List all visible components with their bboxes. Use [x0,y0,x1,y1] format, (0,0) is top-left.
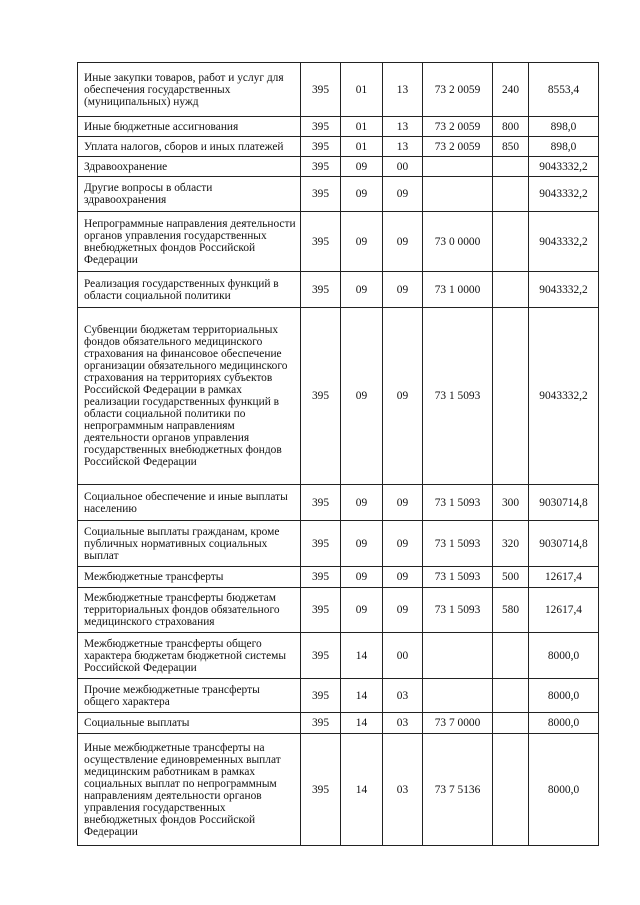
row-ved: 395 [301,679,341,713]
row-sum: 8000,0 [529,713,599,734]
row-ved: 395 [301,117,341,137]
row-csr: 73 1 0000 [423,272,493,308]
row-pr: 09 [383,272,423,308]
row-vr [493,272,529,308]
row-vr [493,177,529,212]
row-ved: 395 [301,212,341,272]
row-rz: 09 [341,272,383,308]
row-name: Прочие межбюджетные трансферты общего характера [78,679,301,713]
row-ved: 395 [301,485,341,521]
row-rz: 14 [341,734,383,846]
row-name: Межбюджетные трансферты бюджетам территориальных фондов обязательного медицинского страхования [78,588,301,633]
row-sum: 9043332,2 [529,272,599,308]
row-pr: 09 [383,588,423,633]
row-csr [423,679,493,713]
row-rz: 14 [341,633,383,679]
row-sum: 9043332,2 [529,177,599,212]
row-name: Иные межбюджетные трансферты на осуществление единовременных выплат медицинским работникам в рамках социальных выплат по непрограммным направлениям деятельности органов управления государственных внебюджетных фондов Российской Федерации [78,734,301,846]
table-row [78,137,599,157]
row-vr: 850 [493,137,529,157]
table-row [78,679,599,713]
row-pr: 09 [383,567,423,588]
row-sum: 8553,4 [529,63,599,117]
row-csr: 73 1 5093 [423,588,493,633]
row-rz: 09 [341,308,383,485]
row-sum: 9043332,2 [529,212,599,272]
row-vr [493,157,529,177]
row-rz: 14 [341,679,383,713]
row-pr: 13 [383,63,423,117]
row-vr: 500 [493,567,529,588]
row-vr: 800 [493,117,529,137]
table-row [78,567,599,588]
table-row [78,157,599,177]
table-row [78,734,599,846]
table-row [78,63,599,117]
row-name: Уплата налогов, сборов и иных платежей [78,137,301,157]
row-name: Социальные выплаты гражданам, кроме публичных нормативных социальных выплат [78,521,301,567]
row-pr: 09 [383,521,423,567]
row-rz: 01 [341,63,383,117]
row-vr [493,713,529,734]
table-row [78,117,599,137]
row-name: Непрограммные направления деятельности органов управления государственных внебюджетных фондов Российской Федерации [78,212,301,272]
row-ved: 395 [301,63,341,117]
row-ved: 395 [301,308,341,485]
row-ved: 395 [301,588,341,633]
row-pr: 00 [383,157,423,177]
row-pr: 00 [383,633,423,679]
row-pr: 03 [383,713,423,734]
row-pr: 09 [383,308,423,485]
row-csr: 73 2 0059 [423,63,493,117]
row-vr [493,734,529,846]
row-csr: 73 1 5093 [423,567,493,588]
row-ved: 395 [301,521,341,567]
table-row [78,212,599,272]
row-rz: 09 [341,588,383,633]
table-row [78,633,599,679]
table-row [78,308,599,485]
row-vr: 240 [493,63,529,117]
row-vr: 580 [493,588,529,633]
row-csr: 73 2 0059 [423,137,493,157]
row-sum: 9030714,8 [529,485,599,521]
row-sum: 9043332,2 [529,157,599,177]
row-name: Иные закупки товаров, работ и услуг для обеспечения государственных (муниципальных) нужд [78,63,301,117]
row-pr: 13 [383,117,423,137]
row-rz: 09 [341,212,383,272]
row-ved: 395 [301,272,341,308]
row-csr: 73 1 5093 [423,308,493,485]
row-csr: 73 0 0000 [423,212,493,272]
row-name: Иные бюджетные ассигнования [78,117,301,137]
row-name: Субвенции бюджетам территориальных фондов обязательного медицинского страхования на финансовое обеспечение организации обязательного медицинского страхования на территориях субъектов Российской Федерации в рамках реализации государственных функций в области социальной политики по непрограммным направлениям деятельности органов управления государственных внебюджетных фондов Российской Федерации [78,308,301,485]
row-vr: 320 [493,521,529,567]
row-pr: 03 [383,734,423,846]
row-sum: 8000,0 [529,679,599,713]
row-name: Другие вопросы в области здравоохранения [78,177,301,212]
row-ved: 395 [301,734,341,846]
row-ved: 395 [301,713,341,734]
budget-table [77,62,599,846]
row-ved: 395 [301,633,341,679]
row-rz: 01 [341,117,383,137]
row-sum: 12617,4 [529,567,599,588]
row-vr: 300 [493,485,529,521]
row-rz: 09 [341,157,383,177]
row-rz: 09 [341,177,383,212]
row-sum: 9043332,2 [529,308,599,485]
row-pr: 09 [383,177,423,212]
row-csr [423,177,493,212]
table-row [78,588,599,633]
row-rz: 09 [341,567,383,588]
row-name: Межбюджетные трансферты общего характера бюджетам бюджетной системы Российской Федерации [78,633,301,679]
row-ved: 395 [301,137,341,157]
row-sum: 898,0 [529,137,599,157]
row-pr: 09 [383,485,423,521]
row-pr: 09 [383,212,423,272]
row-ved: 395 [301,567,341,588]
row-csr: 73 7 0000 [423,713,493,734]
row-vr [493,308,529,485]
row-pr: 03 [383,679,423,713]
row-csr [423,633,493,679]
row-vr [493,679,529,713]
table-row [78,713,599,734]
table-row [78,485,599,521]
row-rz: 14 [341,713,383,734]
row-name: Здравоохранение [78,157,301,177]
row-rz: 09 [341,485,383,521]
row-name: Межбюджетные трансферты [78,567,301,588]
table-row [78,272,599,308]
row-vr [493,212,529,272]
table-row [78,177,599,212]
row-csr: 73 1 5093 [423,521,493,567]
row-sum: 9030714,8 [529,521,599,567]
table-row [78,521,599,567]
row-sum: 898,0 [529,117,599,137]
row-ved: 395 [301,157,341,177]
row-csr: 73 2 0059 [423,117,493,137]
row-csr [423,157,493,177]
row-rz: 09 [341,521,383,567]
row-sum: 12617,4 [529,588,599,633]
row-name: Социальные выплаты [78,713,301,734]
row-csr: 73 1 5093 [423,485,493,521]
row-sum: 8000,0 [529,734,599,846]
row-vr [493,633,529,679]
row-ved: 395 [301,177,341,212]
row-sum: 8000,0 [529,633,599,679]
row-name: Реализация государственных функций в области социальной политики [78,272,301,308]
row-rz: 01 [341,137,383,157]
row-name: Социальное обеспечение и иные выплаты населению [78,485,301,521]
row-pr: 13 [383,137,423,157]
row-csr: 73 7 5136 [423,734,493,846]
